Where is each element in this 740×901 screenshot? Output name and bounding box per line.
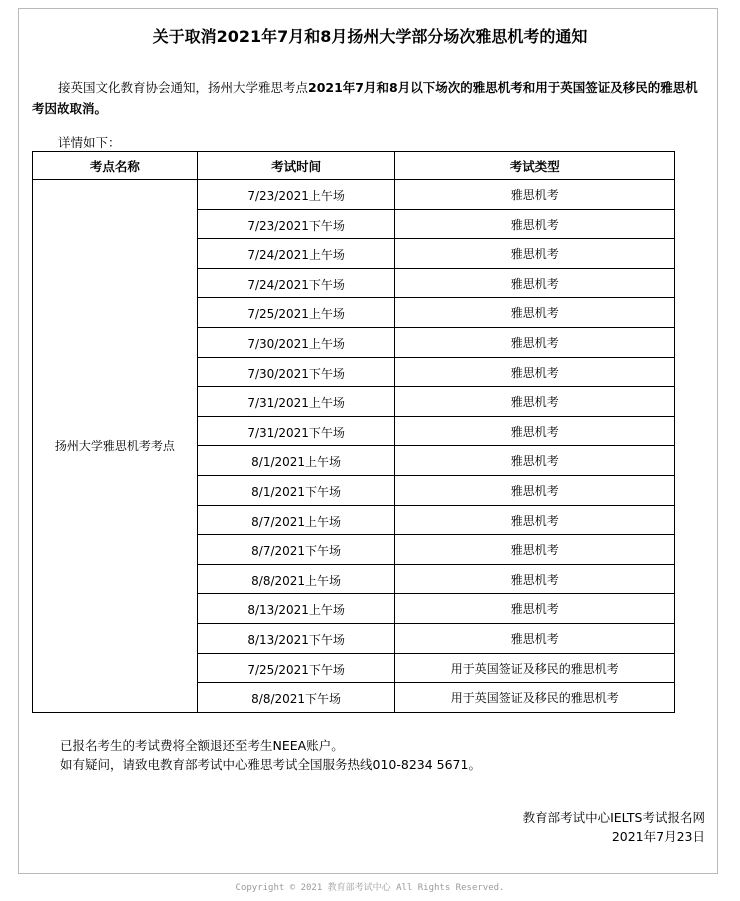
time-cell: 8/7/2021上午场 (197, 505, 395, 535)
note-hotline: 如有疑问，请致电教育部考试中心雅思考试全国服务热线010-8234 5671。 (60, 757, 481, 772)
time-cell: 8/7/2021下午场 (197, 535, 395, 565)
header-time: 考试时间 (197, 152, 395, 180)
type-cell: 雅思机考 (395, 564, 675, 594)
header-venue: 考点名称 (33, 152, 198, 180)
type-cell: 雅思机考 (395, 209, 675, 239)
time-cell: 7/23/2021上午场 (197, 180, 395, 210)
exam-table-body (33, 180, 675, 713)
details-label: 详情如下： (58, 135, 121, 150)
type-cell: 雅思机考 (395, 475, 675, 505)
notes (60, 736, 481, 774)
type-cell: 雅思机考 (395, 180, 675, 210)
type-cell: 用于英国签证及移民的雅思机考 (395, 653, 675, 683)
time-cell: 7/24/2021下午场 (197, 268, 395, 298)
time-cell: 7/31/2021上午场 (197, 387, 395, 417)
intro-lead: 接英国文化教育协会通知，扬州大学雅思考点 (58, 80, 309, 95)
time-cell: 7/23/2021下午场 (197, 209, 395, 239)
time-cell: 7/31/2021下午场 (197, 416, 395, 446)
copyright-footer: Copyright © 2021 教育部考试中心 All Rights Reserved. (235, 883, 505, 893)
table-row (33, 180, 675, 210)
note-refund: 已报名考生的考试费将全额退还至考生NEEA账户。 (60, 738, 344, 753)
time-cell: 7/25/2021上午场 (197, 298, 395, 328)
type-cell: 雅思机考 (395, 387, 675, 417)
type-cell: 雅思机考 (395, 268, 675, 298)
time-cell: 8/1/2021上午场 (197, 446, 395, 476)
type-cell: 雅思机考 (395, 327, 675, 357)
intro-bold: 2021年7月和8月以下场次的雅思机考和用于英国签证及移民的雅思机考因故取消。 (32, 80, 698, 116)
time-cell: 7/30/2021下午场 (197, 357, 395, 387)
type-cell: 雅思机考 (395, 594, 675, 624)
venue-cell: 扬州大学雅思机考考点 (33, 180, 198, 713)
intro-paragraph (32, 77, 708, 119)
type-cell: 用于英国签证及移民的雅思机考 (395, 683, 675, 713)
time-cell: 7/24/2021上午场 (197, 239, 395, 269)
table-header-row (33, 152, 675, 180)
signature-org: 教育部考试中心IELTS考试报名网 (522, 810, 705, 825)
signature-date: 2021年7月23日 (611, 829, 705, 844)
time-cell: 8/8/2021上午场 (197, 564, 395, 594)
time-cell: 8/8/2021下午场 (197, 683, 395, 713)
type-cell: 雅思机考 (395, 298, 675, 328)
time-cell: 7/30/2021上午场 (197, 327, 395, 357)
time-cell: 8/13/2021下午场 (197, 623, 395, 653)
type-cell: 雅思机考 (395, 239, 675, 269)
type-cell: 雅思机考 (395, 505, 675, 535)
signature (523, 808, 705, 846)
time-cell: 8/1/2021下午场 (197, 475, 395, 505)
type-cell: 雅思机考 (395, 623, 675, 653)
page-title: 关于取消2021年7月和8月扬州大学部分场次雅思机考的通知 (152, 27, 588, 46)
type-cell: 雅思机考 (395, 535, 675, 565)
time-cell: 8/13/2021上午场 (197, 594, 395, 624)
header-type: 考试类型 (395, 152, 675, 180)
type-cell: 雅思机考 (395, 446, 675, 476)
exam-table (32, 151, 675, 713)
type-cell: 雅思机考 (395, 357, 675, 387)
time-cell: 7/25/2021下午场 (197, 653, 395, 683)
type-cell: 雅思机考 (395, 416, 675, 446)
